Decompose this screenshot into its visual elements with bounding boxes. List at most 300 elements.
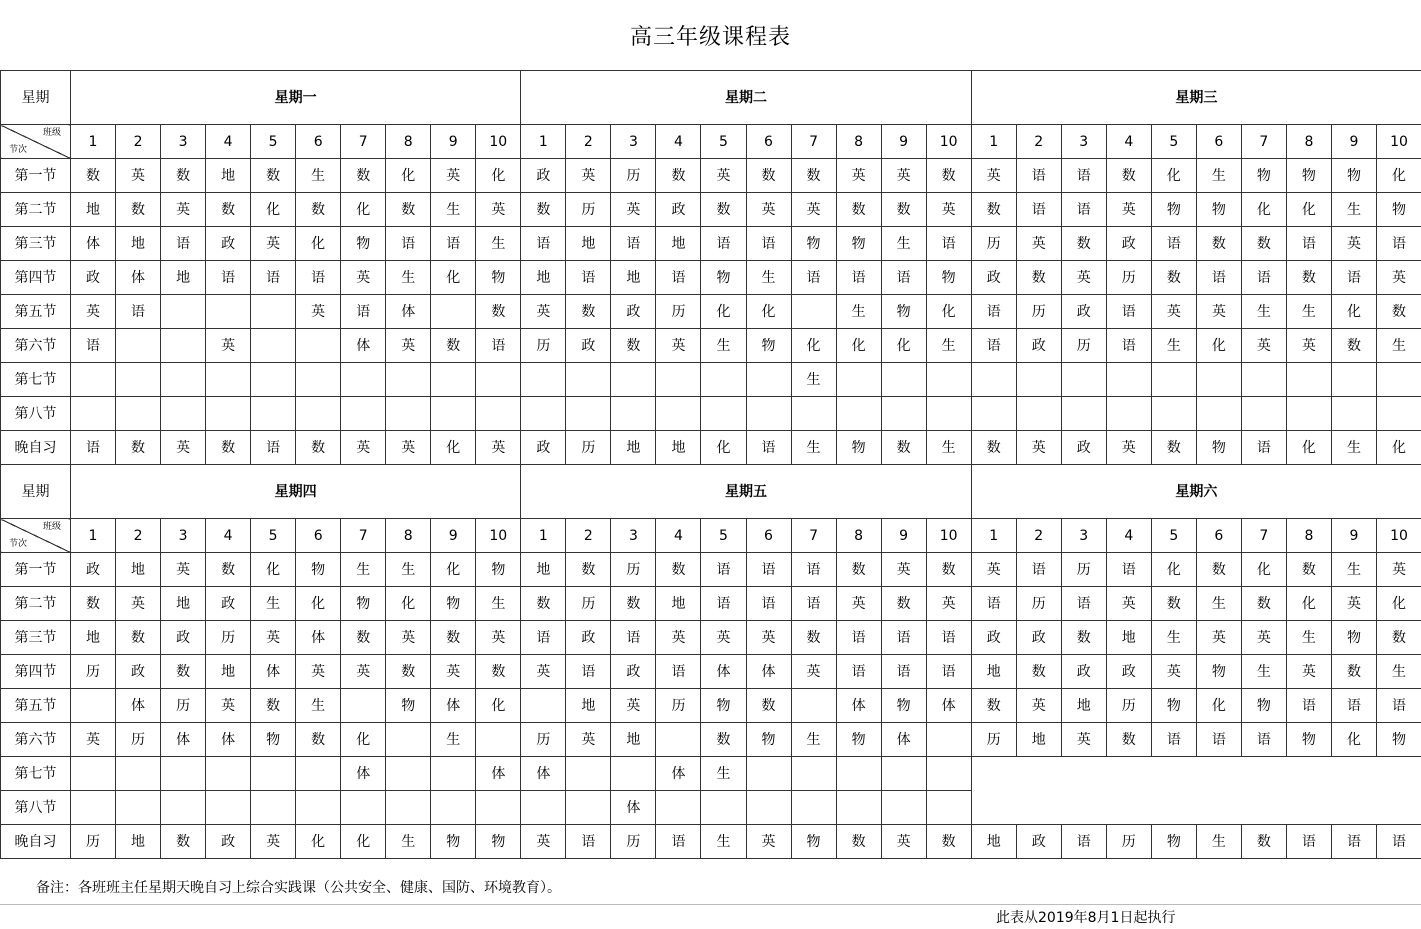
subject-cell: 语 <box>746 587 791 621</box>
class-number: 8 <box>386 125 431 159</box>
subject-cell <box>251 363 296 397</box>
subject-cell <box>746 757 791 791</box>
subject-cell: 语 <box>791 261 836 295</box>
subject-cell: 物 <box>836 227 881 261</box>
subject-cell: 化 <box>1376 159 1421 193</box>
subject-cell <box>296 329 341 363</box>
subject-cell: 数 <box>656 553 701 587</box>
subject-cell: 数 <box>1331 329 1376 363</box>
class-number: 10 <box>1376 519 1421 553</box>
subject-cell <box>836 791 881 825</box>
subject-cell <box>206 295 251 329</box>
period-label: 第四节 <box>1 261 71 295</box>
period-label: 第八节 <box>1 397 71 431</box>
subject-cell: 数 <box>566 295 611 329</box>
day-header: 星期六 <box>971 465 1421 519</box>
subject-cell: 政 <box>566 621 611 655</box>
subject-cell: 生 <box>791 363 836 397</box>
subject-cell: 数 <box>476 295 521 329</box>
subject-cell: 物 <box>341 227 386 261</box>
subject-cell: 地 <box>206 655 251 689</box>
subject-cell: 数 <box>701 723 746 757</box>
subject-cell: 地 <box>116 825 161 859</box>
subject-cell: 体 <box>431 689 476 723</box>
subject-cell <box>116 329 161 363</box>
subject-cell: 数 <box>656 159 701 193</box>
class-number: 9 <box>881 519 926 553</box>
subject-cell: 数 <box>746 159 791 193</box>
subject-cell: 化 <box>1196 689 1241 723</box>
subject-cell: 生 <box>386 553 431 587</box>
class-number: 5 <box>251 519 296 553</box>
subject-cell: 语 <box>1241 723 1286 757</box>
subject-cell <box>701 397 746 431</box>
subject-cell <box>476 363 521 397</box>
subject-cell: 语 <box>566 825 611 859</box>
subject-cell <box>251 757 296 791</box>
subject-cell: 语 <box>1376 689 1421 723</box>
subject-cell: 地 <box>971 655 1016 689</box>
subject-cell <box>701 791 746 825</box>
subject-cell <box>521 791 566 825</box>
subject-cell: 数 <box>1016 261 1061 295</box>
subject-cell: 政 <box>71 553 116 587</box>
subject-cell <box>566 363 611 397</box>
subject-cell: 历 <box>71 655 116 689</box>
subject-cell: 英 <box>881 825 926 859</box>
subject-cell: 地 <box>71 193 116 227</box>
subject-cell <box>251 329 296 363</box>
subject-cell: 数 <box>971 193 1016 227</box>
subject-cell <box>296 791 341 825</box>
subject-cell: 体 <box>926 689 971 723</box>
class-number: 9 <box>431 125 476 159</box>
table-row <box>1 295 1421 329</box>
subject-cell <box>926 723 971 757</box>
subject-cell: 数 <box>881 431 926 465</box>
subject-cell: 化 <box>791 329 836 363</box>
subject-cell <box>1151 363 1196 397</box>
subject-cell: 物 <box>476 261 521 295</box>
subject-cell: 语 <box>701 553 746 587</box>
subject-cell: 生 <box>791 723 836 757</box>
subject-cell: 生 <box>1241 655 1286 689</box>
subject-cell: 生 <box>386 825 431 859</box>
subject-cell: 英 <box>161 193 206 227</box>
subject-cell <box>926 757 971 791</box>
subject-cell: 历 <box>1016 587 1061 621</box>
subject-cell: 英 <box>161 431 206 465</box>
subject-cell <box>161 329 206 363</box>
subject-cell: 英 <box>971 159 1016 193</box>
subject-cell: 化 <box>386 159 431 193</box>
subject-cell: 生 <box>476 587 521 621</box>
subject-cell: 数 <box>1286 553 1331 587</box>
subject-cell <box>791 791 836 825</box>
subject-cell: 语 <box>1196 261 1241 295</box>
subject-cell: 地 <box>521 261 566 295</box>
subject-cell <box>656 723 701 757</box>
subject-cell: 政 <box>71 261 116 295</box>
subject-cell: 体 <box>746 655 791 689</box>
subject-cell: 数 <box>161 655 206 689</box>
class-number: 4 <box>206 125 251 159</box>
class-number: 6 <box>746 519 791 553</box>
effective-date: 此表从2019年8月1日起执行 <box>996 910 1176 926</box>
subject-cell: 语 <box>746 227 791 261</box>
subject-cell: 数 <box>431 329 476 363</box>
subject-cell: 化 <box>1286 431 1331 465</box>
subject-cell: 数 <box>1376 621 1421 655</box>
remark-note: 备注：各班班主任星期天晚自习上综合实践课（公共安全、健康、国防、环境教育）。 <box>36 880 561 896</box>
subject-cell: 英 <box>1016 431 1061 465</box>
subject-cell: 生 <box>1331 553 1376 587</box>
subject-cell <box>116 363 161 397</box>
subject-cell: 数 <box>881 193 926 227</box>
subject-cell: 地 <box>71 621 116 655</box>
subject-cell: 历 <box>1106 689 1151 723</box>
subject-cell: 地 <box>1106 621 1151 655</box>
table-row <box>1 825 1421 859</box>
subject-cell: 化 <box>1331 723 1376 757</box>
subject-cell <box>566 397 611 431</box>
subject-cell: 数 <box>1151 587 1196 621</box>
subject-cell: 数 <box>206 553 251 587</box>
subject-cell: 英 <box>476 193 521 227</box>
subject-cell <box>476 791 521 825</box>
subject-cell: 语 <box>926 621 971 655</box>
subject-cell: 生 <box>296 159 341 193</box>
subject-cell: 化 <box>701 295 746 329</box>
subject-cell: 语 <box>116 295 161 329</box>
subject-cell: 英 <box>431 159 476 193</box>
subject-cell: 数 <box>251 159 296 193</box>
subject-cell: 政 <box>206 587 251 621</box>
subject-cell <box>296 397 341 431</box>
subject-cell: 语 <box>881 261 926 295</box>
subject-cell <box>1331 397 1376 431</box>
subject-cell: 生 <box>1151 621 1196 655</box>
subject-cell <box>746 791 791 825</box>
subject-cell: 语 <box>1061 825 1106 859</box>
subject-cell: 英 <box>296 655 341 689</box>
table-row <box>1 329 1421 363</box>
subject-cell <box>386 363 431 397</box>
class-number: 2 <box>116 519 161 553</box>
subject-cell <box>206 757 251 791</box>
subject-cell: 英 <box>791 655 836 689</box>
subject-cell <box>1376 397 1421 431</box>
class-number: 7 <box>1241 125 1286 159</box>
subject-cell <box>881 397 926 431</box>
class-number: 4 <box>206 519 251 553</box>
subject-cell: 英 <box>296 295 341 329</box>
subject-cell: 物 <box>1196 431 1241 465</box>
subject-cell <box>431 791 476 825</box>
subject-cell: 地 <box>566 227 611 261</box>
subject-cell <box>431 757 476 791</box>
subject-cell <box>71 757 116 791</box>
subject-cell: 政 <box>1016 621 1061 655</box>
subject-cell: 语 <box>926 655 971 689</box>
subject-cell <box>566 757 611 791</box>
subject-cell: 语 <box>1331 689 1376 723</box>
subject-cell: 数 <box>386 655 431 689</box>
period-label: 第七节 <box>1 757 71 791</box>
subject-cell: 语 <box>971 329 1016 363</box>
subject-cell: 政 <box>1106 655 1151 689</box>
day-header: 星期四 <box>71 465 521 519</box>
class-number: 10 <box>476 125 521 159</box>
subject-cell: 历 <box>566 431 611 465</box>
subject-cell <box>1016 397 1061 431</box>
subject-cell: 政 <box>161 621 206 655</box>
table-row <box>1 397 1421 431</box>
subject-cell: 语 <box>881 621 926 655</box>
subject-cell: 英 <box>1376 553 1421 587</box>
subject-cell: 生 <box>1331 431 1376 465</box>
subject-cell: 数 <box>116 621 161 655</box>
schedule-table <box>0 70 1421 859</box>
class-number: 2 <box>566 125 611 159</box>
day-header: 星期三 <box>971 71 1421 125</box>
subject-cell <box>296 363 341 397</box>
subject-cell <box>926 397 971 431</box>
subject-cell: 物 <box>746 723 791 757</box>
subject-cell: 语 <box>1151 227 1196 261</box>
subject-cell: 物 <box>1286 159 1331 193</box>
subject-cell: 生 <box>1286 295 1331 329</box>
subject-cell <box>1196 363 1241 397</box>
subject-cell: 语 <box>1106 329 1151 363</box>
period-label: 晚自习 <box>1 825 71 859</box>
subject-cell: 语 <box>656 261 701 295</box>
table-row <box>1 159 1421 193</box>
subject-cell: 物 <box>1196 655 1241 689</box>
period-label: 第一节 <box>1 159 71 193</box>
subject-cell: 数 <box>1331 655 1376 689</box>
subject-cell: 政 <box>656 193 701 227</box>
subject-cell <box>1241 397 1286 431</box>
subject-cell <box>701 363 746 397</box>
table-row <box>1 553 1421 587</box>
subject-cell: 语 <box>71 329 116 363</box>
subject-cell: 物 <box>1196 193 1241 227</box>
subject-cell: 生 <box>386 261 431 295</box>
class-number: 9 <box>1331 125 1376 159</box>
subject-cell: 生 <box>1286 621 1331 655</box>
class-number: 3 <box>1061 125 1106 159</box>
subject-cell <box>341 397 386 431</box>
subject-cell: 英 <box>881 553 926 587</box>
subject-cell: 化 <box>1151 553 1196 587</box>
subject-cell: 历 <box>161 689 206 723</box>
class-number: 1 <box>971 519 1016 553</box>
subject-cell: 物 <box>1331 621 1376 655</box>
subject-cell <box>791 397 836 431</box>
subject-cell: 历 <box>656 689 701 723</box>
subject-cell <box>656 363 701 397</box>
class-number: 4 <box>1106 125 1151 159</box>
subject-cell: 英 <box>1241 329 1286 363</box>
subject-cell: 政 <box>521 159 566 193</box>
subject-cell: 语 <box>1151 723 1196 757</box>
subject-cell: 化 <box>476 689 521 723</box>
subject-cell: 语 <box>881 655 926 689</box>
weekday-header: 星期 <box>1 71 71 125</box>
subject-cell: 物 <box>881 689 926 723</box>
subject-cell: 英 <box>566 723 611 757</box>
class-number: 4 <box>1106 519 1151 553</box>
subject-cell: 语 <box>161 227 206 261</box>
subject-cell: 化 <box>1196 329 1241 363</box>
subject-cell: 生 <box>1196 587 1241 621</box>
subject-cell <box>926 791 971 825</box>
subject-cell: 生 <box>251 587 296 621</box>
class-number: 5 <box>701 125 746 159</box>
subject-cell: 数 <box>206 193 251 227</box>
subject-cell: 英 <box>611 193 656 227</box>
class-number: 10 <box>926 125 971 159</box>
subject-cell: 数 <box>296 193 341 227</box>
subject-cell: 体 <box>881 723 926 757</box>
class-number: 7 <box>791 519 836 553</box>
subject-cell: 数 <box>746 689 791 723</box>
table-row <box>1 431 1421 465</box>
subject-cell <box>1061 363 1106 397</box>
subject-cell: 体 <box>386 295 431 329</box>
subject-cell: 英 <box>521 655 566 689</box>
subject-cell: 英 <box>746 193 791 227</box>
subject-cell <box>1241 363 1286 397</box>
subject-cell: 英 <box>656 329 701 363</box>
subject-cell: 地 <box>611 723 656 757</box>
class-axis-label: 班级 <box>42 522 61 532</box>
subject-cell: 历 <box>611 825 656 859</box>
subject-cell: 语 <box>746 553 791 587</box>
subject-cell: 物 <box>476 825 521 859</box>
subject-cell: 物 <box>791 227 836 261</box>
subject-cell <box>1106 363 1151 397</box>
subject-cell: 语 <box>971 587 1016 621</box>
subject-cell: 地 <box>521 553 566 587</box>
subject-cell: 数 <box>251 689 296 723</box>
subject-cell: 英 <box>746 825 791 859</box>
class-number: 6 <box>296 125 341 159</box>
subject-cell <box>431 363 476 397</box>
subject-cell: 历 <box>1061 553 1106 587</box>
subject-cell: 英 <box>521 295 566 329</box>
page-title: 高三年级课程表 <box>629 24 791 50</box>
subject-cell: 数 <box>1196 227 1241 261</box>
diagonal-header-cell <box>1 519 71 553</box>
subject-cell: 化 <box>296 227 341 261</box>
subject-cell: 化 <box>431 261 476 295</box>
subject-cell: 生 <box>881 227 926 261</box>
subject-cell: 化 <box>836 329 881 363</box>
subject-cell <box>791 689 836 723</box>
subject-cell: 语 <box>206 261 251 295</box>
subject-cell: 体 <box>116 261 161 295</box>
subject-cell: 物 <box>476 553 521 587</box>
subject-cell: 生 <box>431 193 476 227</box>
subject-cell: 英 <box>386 431 431 465</box>
subject-cell: 语 <box>1286 825 1331 859</box>
subject-cell: 地 <box>656 431 701 465</box>
class-number: 6 <box>1196 125 1241 159</box>
subject-cell: 体 <box>296 621 341 655</box>
subject-cell: 语 <box>566 655 611 689</box>
subject-cell: 物 <box>791 825 836 859</box>
subject-cell: 英 <box>1331 587 1376 621</box>
class-number: 2 <box>116 125 161 159</box>
subject-cell: 数 <box>431 621 476 655</box>
subject-cell: 英 <box>251 825 296 859</box>
class-number: 3 <box>611 519 656 553</box>
subject-cell <box>521 363 566 397</box>
subject-cell <box>476 723 521 757</box>
subject-cell: 英 <box>206 329 251 363</box>
subject-cell: 历 <box>521 329 566 363</box>
subject-cell <box>71 397 116 431</box>
class-number: 7 <box>1241 519 1286 553</box>
subject-cell: 英 <box>431 655 476 689</box>
subject-cell: 语 <box>296 261 341 295</box>
subject-cell: 英 <box>476 621 521 655</box>
subject-cell: 英 <box>1286 329 1331 363</box>
subject-cell: 数 <box>1061 227 1106 261</box>
subject-cell: 数 <box>476 655 521 689</box>
subject-cell <box>206 397 251 431</box>
period-label: 第七节 <box>1 363 71 397</box>
class-number: 6 <box>746 125 791 159</box>
subject-cell: 英 <box>71 723 116 757</box>
subject-cell: 政 <box>566 329 611 363</box>
subject-cell: 语 <box>566 261 611 295</box>
subject-cell <box>881 757 926 791</box>
subject-cell: 英 <box>71 295 116 329</box>
class-number: 8 <box>836 519 881 553</box>
class-number: 8 <box>386 519 431 553</box>
subject-cell: 语 <box>1286 227 1331 261</box>
subject-cell: 政 <box>611 295 656 329</box>
subject-cell: 英 <box>1331 227 1376 261</box>
subject-cell: 英 <box>656 621 701 655</box>
subject-cell <box>71 363 116 397</box>
subject-cell: 数 <box>296 723 341 757</box>
subject-cell: 语 <box>791 587 836 621</box>
table-row <box>1 621 1421 655</box>
subject-cell: 地 <box>971 825 1016 859</box>
subject-cell <box>791 295 836 329</box>
period-label: 第二节 <box>1 587 71 621</box>
subject-cell: 物 <box>251 723 296 757</box>
subject-cell: 英 <box>1061 261 1106 295</box>
subject-cell: 化 <box>746 295 791 329</box>
subject-cell: 英 <box>746 621 791 655</box>
subject-cell <box>116 397 161 431</box>
subject-cell: 数 <box>1241 227 1286 261</box>
subject-cell: 数 <box>71 587 116 621</box>
period-label: 第二节 <box>1 193 71 227</box>
subject-cell: 生 <box>926 329 971 363</box>
period-label: 第五节 <box>1 295 71 329</box>
subject-cell <box>476 397 521 431</box>
subject-cell: 数 <box>1151 261 1196 295</box>
subject-cell <box>161 295 206 329</box>
subject-cell: 生 <box>791 431 836 465</box>
subject-cell: 英 <box>521 825 566 859</box>
